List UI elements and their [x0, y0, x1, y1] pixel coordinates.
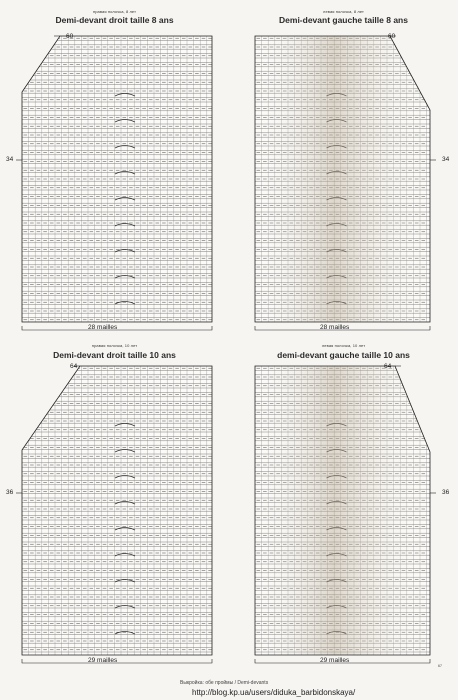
blog-credit-url[interactable]: http://blog.kp.ua/users/diduka_barbidonskaya/ — [192, 688, 356, 697]
stitch-count-label: 29 mailles — [320, 657, 350, 664]
top-row-label: 64 — [384, 363, 392, 370]
chart-panel-p3 — [0, 340, 229, 690]
chart-panel-p1 — [0, 0, 229, 350]
panel-russian-title: левая полочка, 10 лет — [321, 343, 366, 348]
footer-caption: Выкройка: обе проймы / Demi-devants — [180, 680, 269, 686]
panel-title: Demi-devant gauche taille 8 ans — [279, 15, 408, 25]
stitch-count-label: 28 mailles — [88, 324, 118, 331]
page-number: 67 — [438, 664, 442, 668]
side-row-label: 36 — [442, 489, 450, 496]
panel-russian-title: левая полочка, 8 лет — [323, 9, 364, 14]
top-row-label: 64 — [70, 363, 78, 370]
top-row-label: 60 — [388, 33, 396, 40]
knitting-grid — [229, 340, 458, 690]
top-row-label: 60 — [66, 33, 74, 40]
panel-title: demi-devant gauche taille 10 ans — [277, 350, 410, 360]
knitting-grid — [0, 340, 229, 690]
panel-title: Demi-devant droit taille 8 ans — [55, 15, 174, 25]
side-row-label: 34 — [6, 156, 14, 163]
side-row-label: 36 — [6, 489, 14, 496]
panel-title: Demi-devant droit taille 10 ans — [53, 350, 176, 360]
side-row-label: 34 — [442, 156, 450, 163]
panel-russian-title: правая полочка, 10 лет — [91, 343, 138, 348]
knitting-grid — [229, 0, 458, 350]
stitch-count-label: 28 mailles — [320, 324, 350, 331]
chart-panel-p2 — [229, 0, 458, 350]
stitch-count-label: 29 mailles — [88, 657, 118, 664]
panel-russian-title: правая полочка, 8 лет — [92, 9, 137, 14]
knitting-grid — [0, 0, 229, 350]
chart-panel-p4 — [229, 340, 458, 690]
